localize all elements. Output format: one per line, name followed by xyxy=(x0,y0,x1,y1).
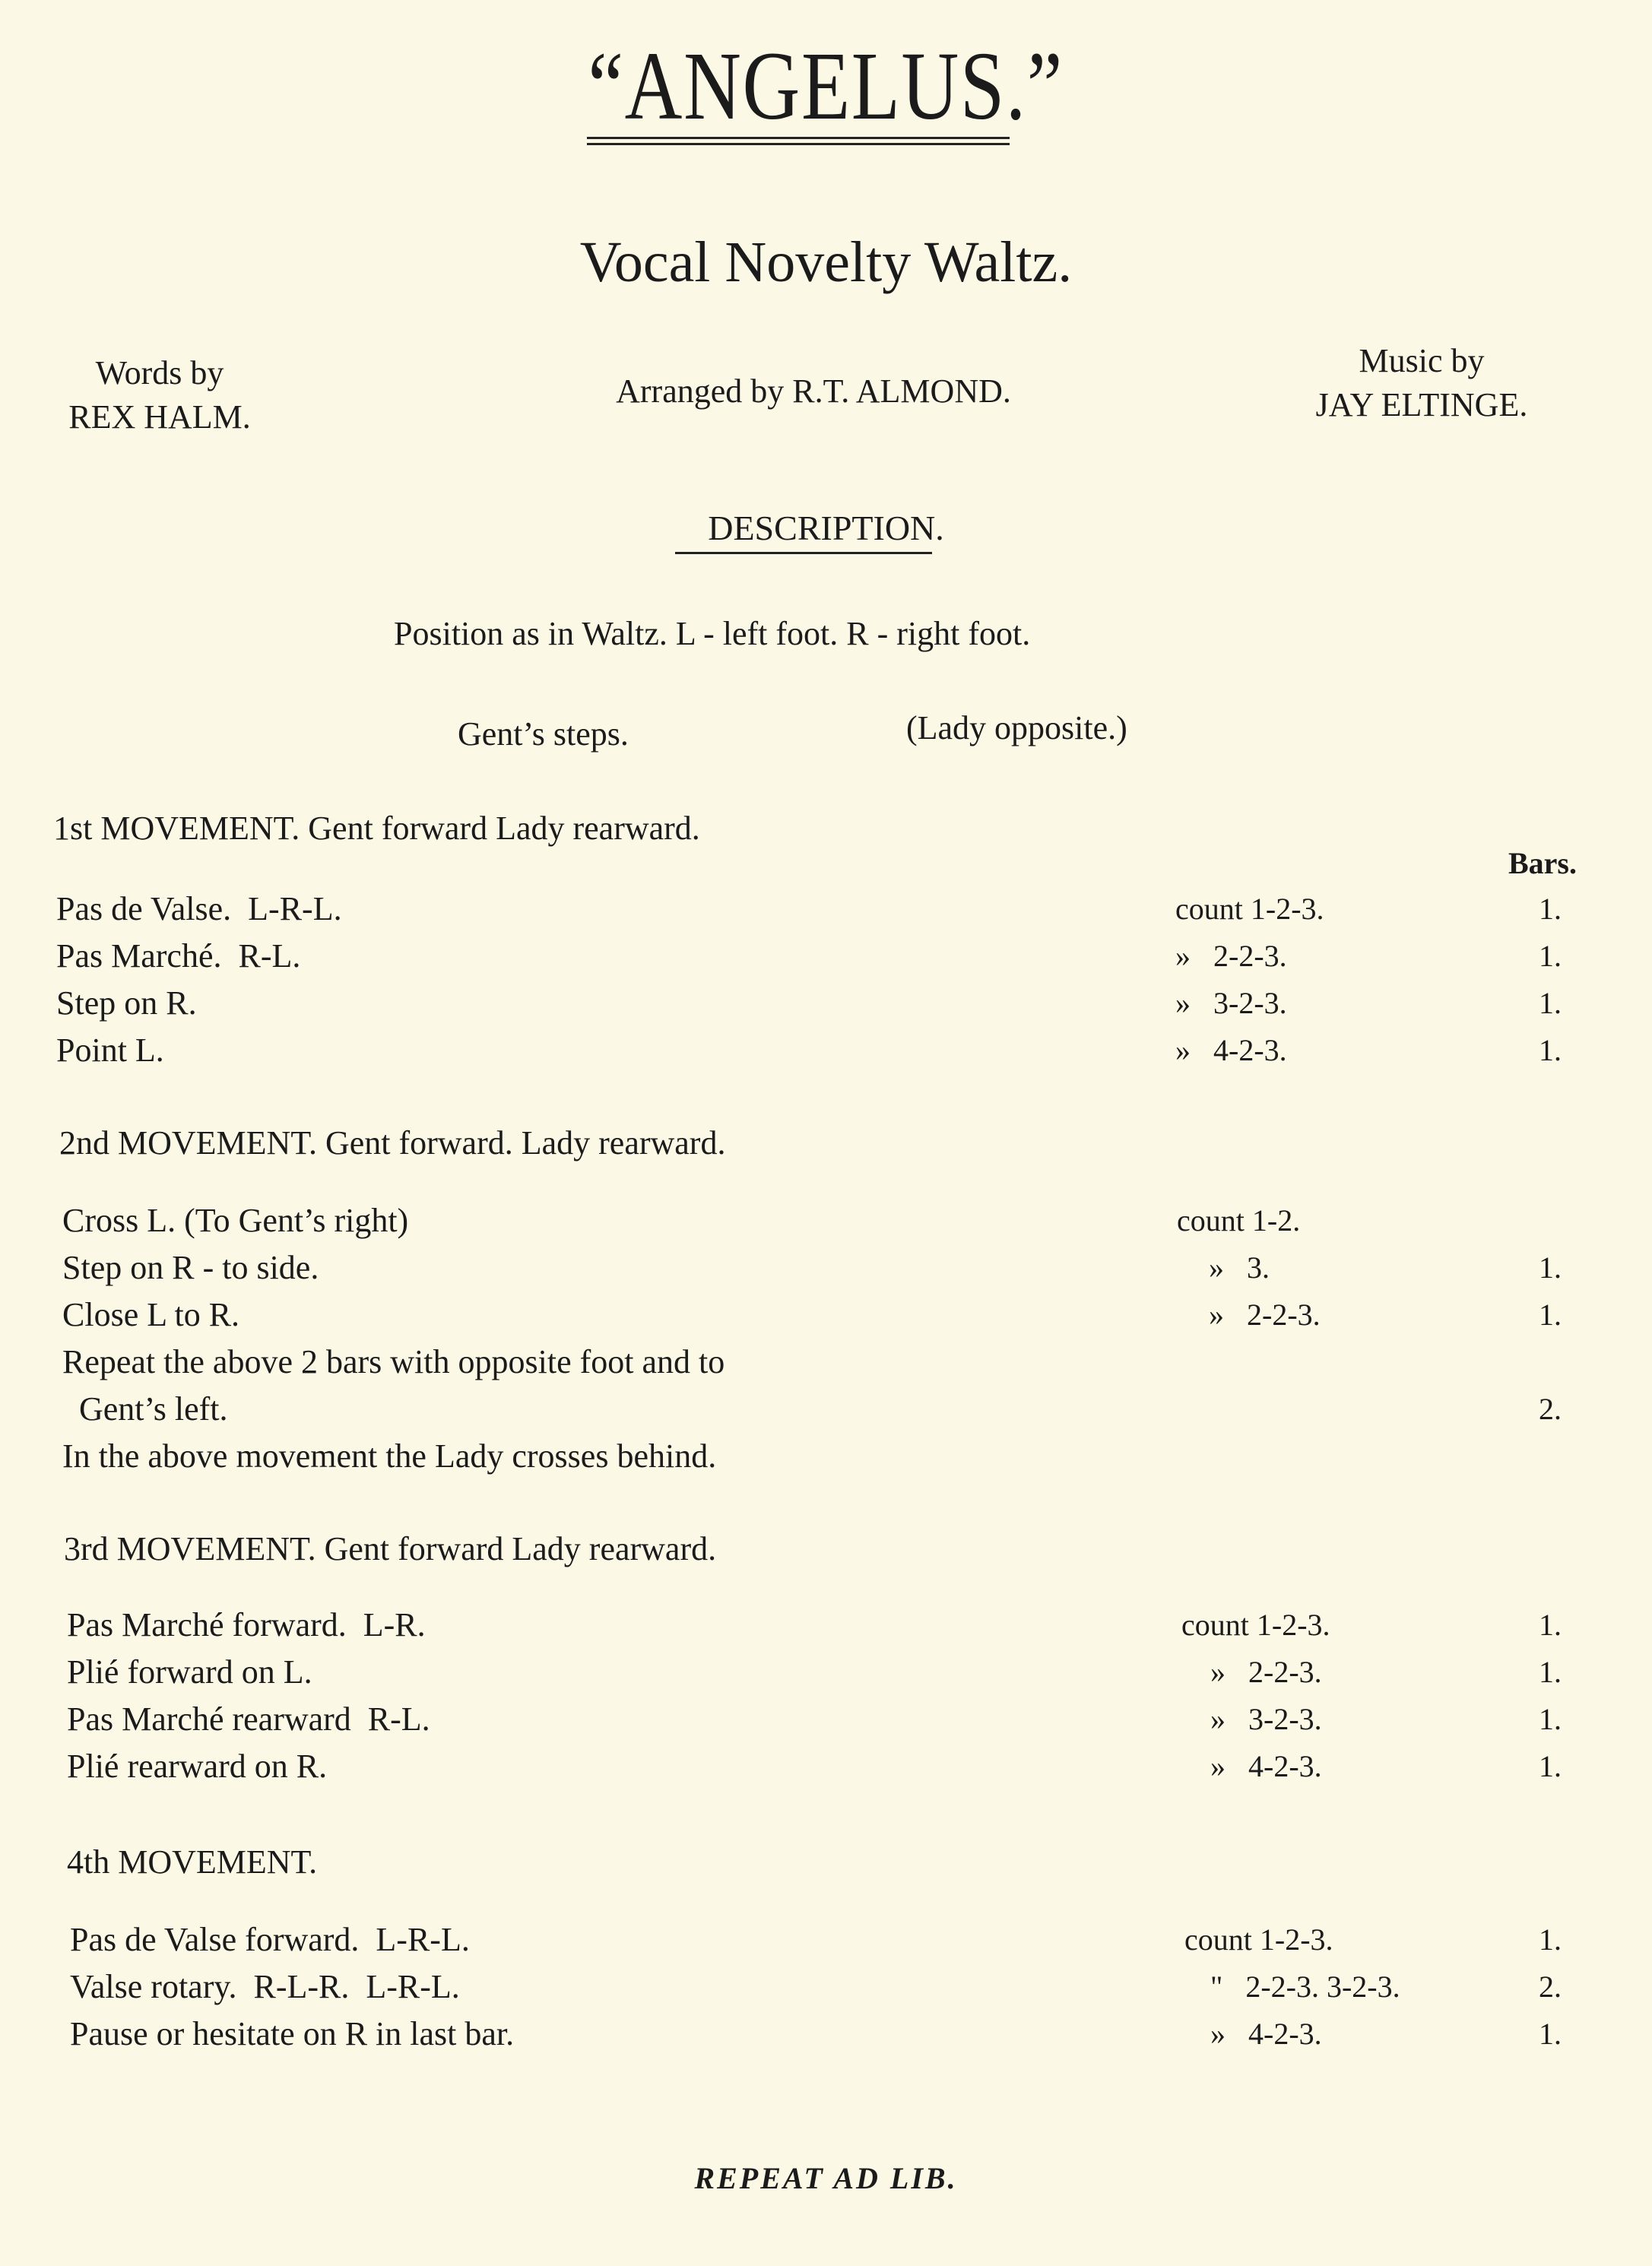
gents-steps-label: Gent’s steps. xyxy=(458,715,629,753)
movement-title: 2nd MOVEMENT. Gent forward. Lady rearward. xyxy=(59,1124,726,1162)
step-count: » 2-2-3. xyxy=(1175,939,1287,973)
step-text: In the above movement the Lady crosses behind. xyxy=(62,1437,717,1475)
step-text: Plié rearward on R. xyxy=(67,1748,328,1785)
step-text: Step on R - to side. xyxy=(62,1249,319,1286)
page-title: “ANGELUS.” xyxy=(588,32,1064,140)
step-text: Repeat the above 2 bars with opposite foot and to xyxy=(62,1343,725,1380)
step-text: Step on R. xyxy=(56,984,197,1022)
step-bars: 1. xyxy=(1539,1655,1562,1689)
subtitle: Vocal Novelty Waltz. xyxy=(579,230,1073,294)
step-count: count 1-2-3. xyxy=(1184,1922,1333,1957)
bars-header: Bars. xyxy=(1508,846,1577,880)
step-bars: 2. xyxy=(1539,1392,1562,1426)
movement-title: 1st MOVEMENT. Gent forward Lady rearward. xyxy=(53,810,700,847)
step-bars: 1. xyxy=(1539,986,1562,1020)
step-count: » 4-2-3. xyxy=(1175,1033,1287,1067)
step-count: count 1-2. xyxy=(1177,1203,1301,1238)
lady-opposite-label: (Lady opposite.) xyxy=(906,709,1127,746)
step-bars: 1. xyxy=(1539,1250,1562,1285)
step-count: » 3. xyxy=(1209,1250,1270,1285)
position-line: Position as in Waltz. L - left foot. R - right foot. xyxy=(394,615,1031,652)
step-count: count 1-2-3. xyxy=(1181,1608,1330,1642)
step-count: » 4-2-3. xyxy=(1210,2017,1322,2051)
step-count: » 2-2-3. xyxy=(1210,1655,1322,1689)
title-underline xyxy=(587,137,1010,139)
step-bars: 1. xyxy=(1539,1922,1562,1957)
step-count: » 3-2-3. xyxy=(1175,986,1287,1020)
music-name: JAY ELTINGE. xyxy=(1315,386,1528,423)
step-bars: 1. xyxy=(1539,1749,1562,1783)
step-text: Plié forward on L. xyxy=(67,1653,312,1691)
arranged-credit: Arranged by R.T. ALMOND. xyxy=(616,372,1011,410)
step-bars: 1. xyxy=(1539,892,1562,926)
words-name: REX HALM. xyxy=(68,398,251,436)
step-bars: 2. xyxy=(1539,1970,1562,2004)
words-label: Words by xyxy=(95,354,224,391)
step-count: » 2-2-3. xyxy=(1209,1298,1321,1332)
step-bars: 1. xyxy=(1539,1298,1562,1332)
step-text: Pas Marché forward. L-R. xyxy=(67,1606,426,1643)
step-bars: 1. xyxy=(1539,1608,1562,1642)
words-credit xyxy=(46,351,274,439)
step-text: Pas Marché. R-L. xyxy=(56,937,301,975)
step-text: Cross L. (To Gent’s right) xyxy=(62,1202,409,1239)
movement-title: 3rd MOVEMENT. Gent forward Lady rearward. xyxy=(64,1530,717,1567)
step-text: Pas Marché rearward R-L. xyxy=(67,1700,430,1738)
step-count: » 3-2-3. xyxy=(1210,1702,1322,1736)
step-bars: 1. xyxy=(1539,1033,1562,1067)
step-text: Pause or hesitate on R in last bar. xyxy=(70,2015,515,2052)
step-text: Pas de Valse. L-R-L. xyxy=(56,890,342,927)
step-bars: 1. xyxy=(1539,2017,1562,2051)
description-heading: DESCRIPTION. xyxy=(708,509,944,547)
music-credit xyxy=(1292,339,1551,427)
step-text: Valse rotary. R-L-R. L-R-L. xyxy=(70,1968,460,2005)
movement-title: 4th MOVEMENT. xyxy=(67,1843,318,1881)
step-text: Point L. xyxy=(56,1032,164,1069)
description-underline xyxy=(675,552,932,554)
step-bars: 1. xyxy=(1539,939,1562,973)
step-bars: 1. xyxy=(1539,1702,1562,1736)
step-count: " 2-2-3. 3-2-3. xyxy=(1210,1970,1400,2004)
step-count: count 1-2-3. xyxy=(1175,892,1324,926)
step-text: Pas de Valse forward. L-R-L. xyxy=(70,1921,470,1958)
music-label: Music by xyxy=(1359,342,1485,379)
step-text: Close L to R. xyxy=(62,1296,240,1333)
title-underline-2 xyxy=(587,143,1010,145)
step-text: Gent’s left. xyxy=(62,1390,228,1428)
footer-note: REPEAT AD LIB. xyxy=(694,2161,958,2195)
step-count: » 4-2-3. xyxy=(1210,1749,1322,1783)
